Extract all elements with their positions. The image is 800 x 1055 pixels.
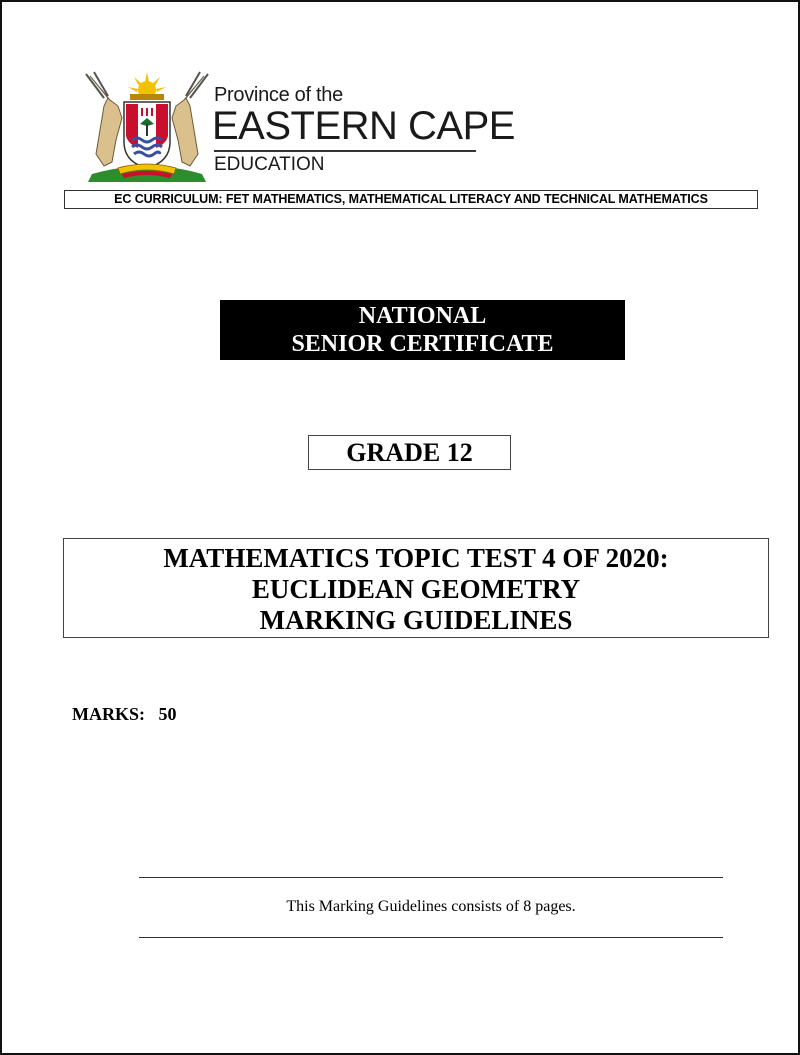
- page-count-note: This Marking Guidelines consists of 8 pages.: [286, 898, 576, 915]
- marks-label: MARKS:: [72, 704, 145, 724]
- logo-text: [212, 70, 515, 185]
- nsc-line-2: SENIOR CERTIFICATE: [291, 331, 554, 357]
- marks-total: [72, 704, 177, 725]
- title-line-3: MARKING GUIDELINES: [259, 605, 573, 635]
- footer-rule-bottom: [139, 937, 723, 938]
- marks-value: 50: [158, 704, 177, 724]
- curriculum-banner: EC CURRICULUM: FET MATHEMATICS, MATHEMATICAL LITERACY AND TECHNICAL MATHEMATICS: [64, 190, 758, 209]
- eastern-cape-education-logo: [82, 70, 515, 185]
- coat-of-arms-icon: [82, 70, 212, 185]
- title-line-2: EUCLIDEAN GEOMETRY: [251, 574, 581, 604]
- logo-divider: [214, 150, 476, 152]
- footer-rule-top: [139, 877, 723, 878]
- grade-box: GRADE 12: [308, 435, 511, 470]
- logo-education-text: EDUCATION: [214, 154, 325, 175]
- logo-province-text: Province of the: [214, 84, 343, 106]
- document-title-box: [63, 538, 769, 638]
- national-senior-certificate-banner: [220, 300, 625, 360]
- title-line-1: MATHEMATICS TOPIC TEST 4 OF 2020:: [163, 543, 669, 573]
- nsc-line-1: NATIONAL: [358, 303, 487, 329]
- logo-eastern-cape-text: EASTERN CAPE: [212, 104, 515, 148]
